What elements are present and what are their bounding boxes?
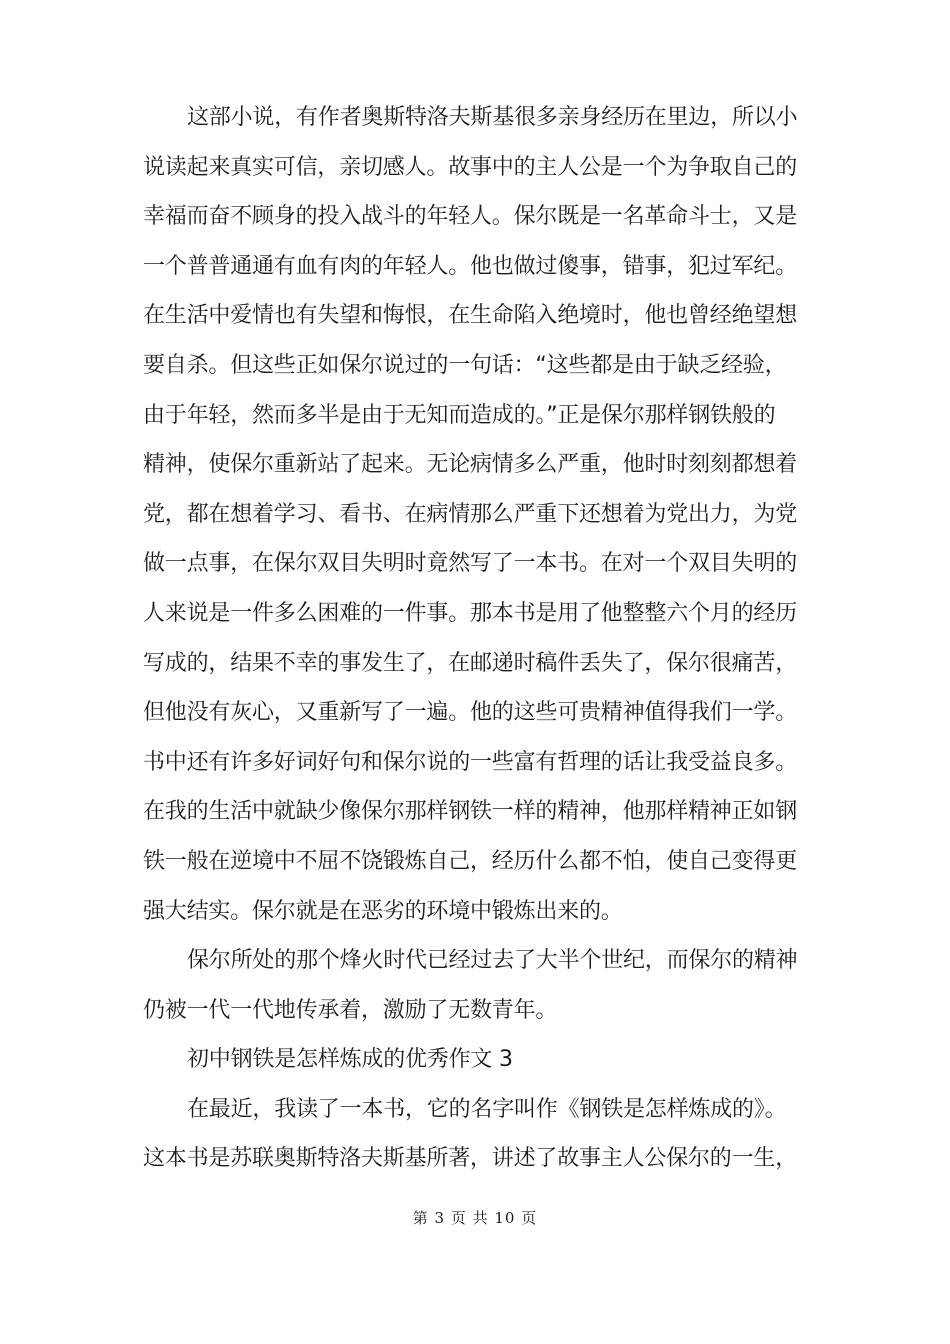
- section-heading: 初中钢铁是怎样炼成的优秀作文 3: [187, 1047, 513, 1073]
- text-line: 铁一般在逆境中不屈不饶锻炼自己，经历什么都不怕，使自己变得更: [143, 848, 798, 874]
- text-line: 做一点事，在保尔双目失明时竟然写了一本书。在对一个双目失明的: [143, 551, 798, 577]
- text-line: 但他没有灰心，又重新写了一遍。他的这些可贵精神值得我们一学。: [143, 700, 798, 726]
- text-line: 人来说是一件多么困难的一件事。那本书是用了他整整六个月的经历: [143, 600, 798, 626]
- text-line: 一个普普通通有血有肉的年轻人。他也做过傻事，错事，犯过军纪。: [143, 253, 798, 279]
- text-line: 强大结实。保尔就是在恶劣的环境中锻炼出来的。: [143, 898, 623, 924]
- text-line: 说读起来真实可信，亲切感人。故事中的主人公是一个为争取自己的: [143, 154, 798, 180]
- text-line: 仍被一代一代地传承着，激励了无数青年。: [143, 997, 558, 1023]
- text-line: 保尔所处的那个烽火时代已经过去了大半个世纪，而保尔的精神: [187, 948, 798, 974]
- text-line: 幸福而奋不顾身的投入战斗的年轻人。保尔既是一名革命斗士，又是: [143, 204, 798, 230]
- text-line: 要自杀。但这些正如保尔说过的一句话：“这些都是由于缺乏经验，: [143, 352, 787, 378]
- text-line: 在最近，我读了一本书，它的名字叫作《钢铁是怎样炼成的》。: [187, 1096, 787, 1122]
- text-line: 这本书是苏联奥斯特洛夫斯基所著，讲述了故事主人公保尔的一生，: [143, 1146, 798, 1172]
- text-line: 这部小说，有作者奥斯特洛夫斯基很多亲身经历在里边，所以小: [187, 105, 798, 130]
- text-line: 党，都在想着学习、看书、在病情那么严重下还想着为党出力，为党: [143, 501, 798, 527]
- text-line: 书中还有许多好词好句和保尔说的一些富有哲理的话让我受益良多。: [143, 749, 798, 775]
- text-line: 在我的生活中就缺少像保尔那样钢铁一样的精神，他那样精神正如钢: [143, 799, 798, 825]
- text-line: 在生活中爱情也有失望和悔恨，在生命陷入绝境时，他也曾经绝望想: [143, 303, 798, 329]
- text-line: 写成的，结果不幸的事发生了，在邮递时稿件丢失了，保尔很痛苦，: [143, 650, 798, 676]
- text-line: 精神，使保尔重新站了起来。无论病情多么严重，他时时刻刻都想着: [143, 452, 798, 478]
- text-line: 由于年轻，然而多半是由于无知而造成的。”正是保尔那样钢铁般的: [143, 402, 776, 428]
- body-text: [143, 93, 815, 1184]
- page-number: 第 3 页 共 10 页: [412, 1209, 538, 1227]
